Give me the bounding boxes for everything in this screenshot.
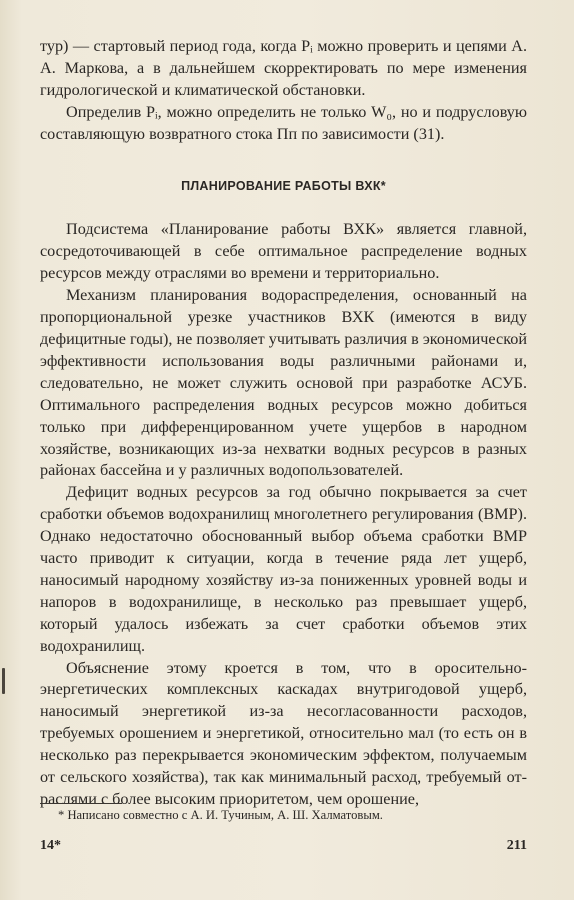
printer-signature: 14*	[40, 838, 61, 853]
margin-mark	[2, 668, 5, 694]
section-heading: ПЛАНИРОВАНИЕ РАБОТЫ ВХК*	[181, 178, 386, 193]
paragraph: Дефицит водных ресурсов за год обычно покрывается за счет сработки объемов водохранилищ многолетнего регулирования (ВМР). Однако недостаточно обоснованный выбор объема сработки ВМР часто приводит к ситуации, когда в течение ряда лет ущерб, наносимый народному хозяйству из-за пониженных уровней воды и напоров в водохранилище, в несколько раз превышает ущерб, который удалось избежать за счет сработки объемов этих водохранилищ.	[40, 483, 527, 655]
paragraph: Подсистема «Планирование работы ВХК» является главной, сосредоточивающей в себе оптимальное распределение водных ресурсов между отраслями во времени и территориально.	[40, 220, 527, 283]
page-number: 211	[506, 838, 527, 853]
text-column	[40, 36, 527, 811]
footnote: * Написано совместно с А. И. Тучиным, А. Ш. Халматовым.	[58, 808, 383, 822]
footnote-rule	[40, 803, 122, 804]
paragraph: Механизм планирования водораспределения, основанный на пропорциональной урезке участников ВХК (имеются в виду дефицитные годы), не позволяет учитывать различия в экономической эффективности использования воды различными районами и, следовательно, не может служить основой при разработке АСУБ. Оптимального распределения водных ресурсов можно добиться только при дифференцированном учете ущербов в народном хозяйстве, возникающих из-за нехватки водных ресурсов в разных районах бассейна и у различных водопользователей.	[40, 286, 527, 480]
paragraph: Объяснение этому кроется в том, что в оросительно-энергетических комплексных каскадах внутригодовой ущерб, наносимый энергетикой из-за несогласованности расходов, требуемых орошением и энергетикой, относительно мал (то есть он в несколько раз перекрывается экономическим эффектом, получаемым от сельского хозяйства), так как минимальный расход, требуемый отраслями с более высоким приоритетом, чем орошение,	[40, 658, 527, 808]
paragraph: тур) — стартовый период года, когда Pᵢ можно проверить и цепями А. А. Маркова, а в дальнейшем скорректировать по мере изменения гидрологической и климатической обстановки.	[40, 37, 527, 99]
paragraph: Определив Pᵢ, можно определить не только W₀, но и подрусловую составляющую возвратного стока Πп по зависимости (31).	[40, 102, 527, 143]
